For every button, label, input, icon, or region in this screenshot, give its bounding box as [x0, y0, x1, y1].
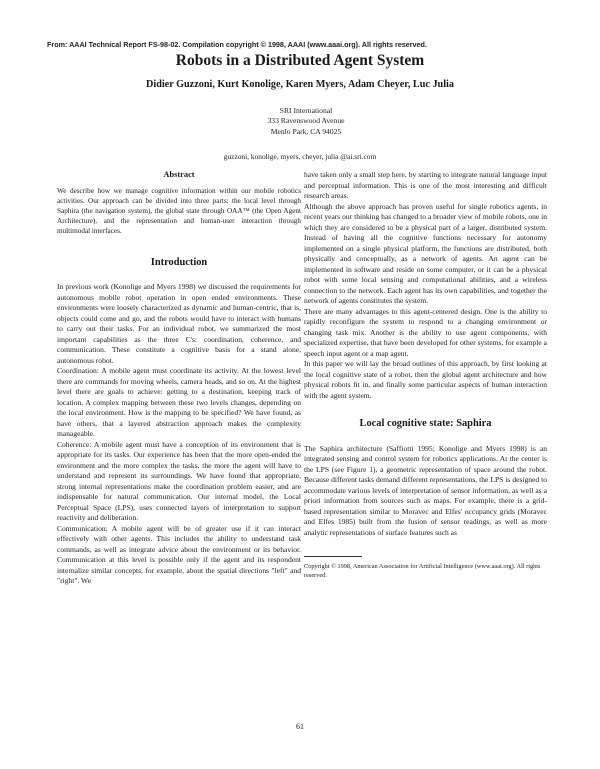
affiliation-line: Menlo Park, CA 94025 [270, 126, 342, 136]
coordination-paragraph: Coordination: A mobile agent must coordinate its activity. At the lowest level there are commands for moving wheels, camera heads, and so on. At the highest level there are goals to achieve: getting to a destination, keeping track of location. A complex mapping between these two levels changes, depending on the local environment. How is the mapping to be specified? We have found, as have others, that a layered abstraction approach makes the complexity manageable. [57, 366, 301, 438]
introduction-heading: Introduction [150, 256, 208, 268]
abstract-text: We describe how we manage cognitive information within our mobile robotics activities. Our approach can be divided into three parts: the local level through Saphira (the navigation system), the global state through OAA™ (the Open Agent Architecture), and the representation and human-user interaction through multimodal interfaces. [57, 186, 301, 235]
body-paragraph: In this paper we will lay the broad outlines of this approach, by first looking at the local cognitive state of a robot, then the global agent architecture and how physical robots fit in, and finally some particular aspects of human interaction with the agent system. [304, 359, 547, 400]
body-paragraph: have taken only a small step here, by starting to integrate natural language input and perceptual information. This is one of the most interesting and difficult research areas. [304, 170, 547, 200]
affiliation-block [0, 106, 600, 137]
copyright-footnote: Copyright © 1998, American Association for Artificial Intelligence (www.aaai.org). All rights reserved. [304, 563, 541, 579]
right-column [304, 170, 547, 580]
author-list: Didier Guzzoni, Kurt Konolige, Karen Myers, Adam Cheyer, Luc Julia [146, 79, 454, 90]
intro-paragraph: In previous work (Konolige and Myers 1998) we discussed the requirements for autonomous mobile robot operation in open ended environments. These environments were loosely characterized as dynamic and human-centric, that is, objects could come and go, and the robots would have to interact with humans to carry out their tasks. For an individual robot, we summarized the most important capabilities as the three C's: coordination, coherence, and communication. These constitute a cognitive basis for a stand alone, autonomous robot. [57, 282, 301, 365]
body-paragraph: There are many advantages to this agent-centered design. One is the ability to rapidly reconfigure the system to respond to a changing environment or changing task mix. Another is the ability to use agent components, with specialized expertise, that have been developed for other systems, for example a speech input agent or a map agent. [304, 306, 547, 358]
author-emails: guzzoni, konolige, myers, cheyer, julia @ai.sri.com [223, 152, 377, 161]
affiliation-line: 333 Ravenswood Avenue [267, 116, 345, 126]
communication-paragraph: Communication: A mobile agent will be of greater use if it can interact effectively with other agents. This includes the ability to understand task commands, as well as integrate advice about the environment or its behavior. Communication at this level is possible only if the agent and its respondent internalize similar concepts, for example, about the spatial directions "left" and "right". We [57, 523, 301, 585]
paper-title: Robots in a Distributed Agent System [175, 52, 425, 69]
footnote-divider [304, 556, 362, 557]
saphira-section-heading: Local cognitive state: Saphira [359, 418, 492, 429]
left-column [57, 170, 301, 587]
copyright-header: From: AAAI Technical Report FS-98-02. Compilation copyright © 1998, AAAI (www.aaai.org). All rights reserved. [47, 40, 427, 49]
coherence-paragraph: Coherence: A mobile agent must have a conception of its environment that is appropriate for its tasks. Our experience has been that the more open-ended the environment and the more complex the tasks, the more the agent will have to understand and represent its surroundings. We have found that appropriate, strong internal representations make the coordination problem easier, and are indispensable for natural communication. Our internal model, the Local Perceptual Space (LPS), uses connected layers of interpretation to support reactivity and deliberation. [57, 439, 301, 522]
body-paragraph: Although the above approach has proven useful for single robotics agents, in recent years our thinking has changed to a broader view of mobile robots, one in which they are considered to be a physical part of a larger, distributed system. Instead of having all the cognitive functions necessary for autonomy implemented on a single physical platform, the functions are distributed, both physically and conceptually, as a network of agents. An agent can be implemented in software and reside on some computer, or it can be a physical robot with some local sensing and computational abilities, and a wireless connection to the network. Each agent has its own capabilities, and together the network of agents constitutes the system. [304, 201, 547, 305]
saphira-paragraph: The Saphira architecture (Saffiotti 1995; Konolige and Myers 1998) is an integrated sensing and control system for robotics applications. At the center is the LPS (see Figure 1), a geometric representation of space around the robot. Because different tasks demand different representations, the LPS is designed to accommodate various levels of interpretation of sensor information, as well as a priori information from sources such as maps. For example, there is a grid-based representation similar to Moravec and Elfes' occupancy grids (Moravec and Elfes 1985) built from the fusion of sensor readings, as well as more analytic representations of surface features such as [304, 443, 547, 537]
affiliation-line: SRI International [279, 106, 333, 115]
abstract-heading: Abstract [163, 170, 195, 179]
page-number: 61 [296, 722, 304, 731]
